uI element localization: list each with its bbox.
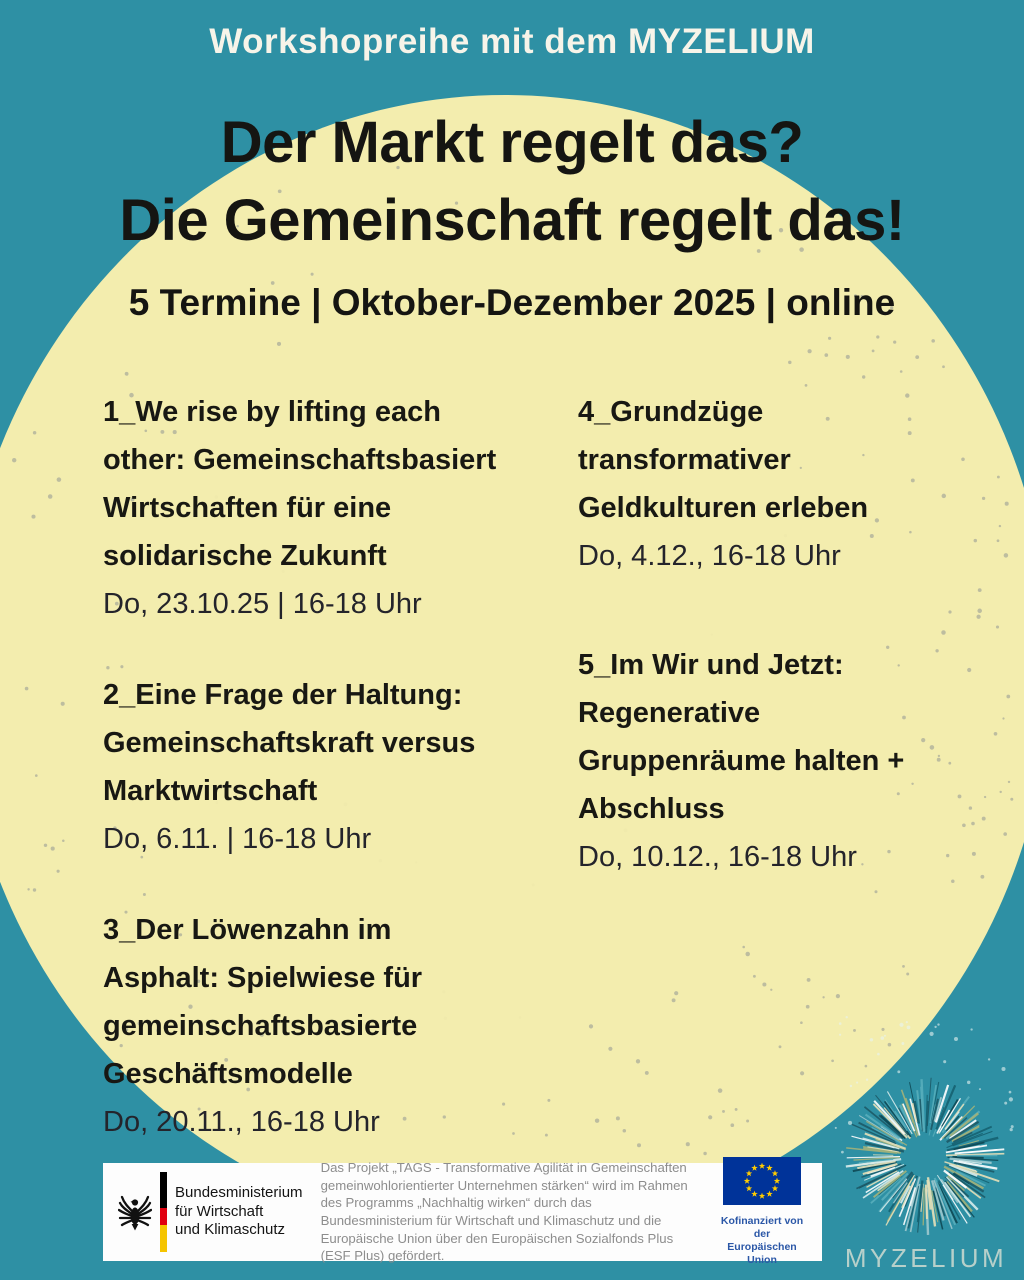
session-title: 4_Grundzüge transformativer Geldkulturen erleben: [578, 396, 869, 524]
bmwk-label: Bundesministerium für Wirtschaft und Klimaschutz: [175, 1184, 303, 1239]
column-left: [103, 388, 573, 1189]
kicker: Workshopreihe mit dem MYZELIUM: [209, 22, 815, 61]
session-date: Do, 20.11., 16-18 Uhr: [103, 1106, 380, 1138]
eu-cofunding-badge: [714, 1157, 810, 1267]
session-item-4: [578, 388, 1018, 580]
session-title: 2_Eine Frage der Haltung: Gemeinschaftskraft versus Marktwirtschaft: [103, 679, 476, 807]
bmwk-logo: [118, 1172, 303, 1252]
poster-title: [0, 104, 1024, 260]
session-item-1: [103, 388, 573, 628]
session-title: 1_We rise by lifting each other: Gemeinschaftsbasiert Wirtschaften für eine solidarische Zukunft: [103, 396, 497, 572]
session-date: Do, 10.12., 16-18 Uhr: [578, 841, 857, 873]
session-date: Do, 6.11. | 16-18 Uhr: [103, 823, 372, 855]
myzelium-logo: [830, 1056, 1022, 1274]
poster-title-line1: Der Markt regelt das?: [220, 110, 804, 175]
starburst-icon: [830, 1056, 1022, 1240]
german-flag-bar: [160, 1172, 167, 1252]
session-item-5: [578, 641, 1018, 881]
myzelium-wordmark: MYZELIUM: [844, 1243, 1008, 1273]
session-title: 3_Der Löwenzahn im Asphalt: Spielwiese für gemeinschaftsbasierte Geschäftsmodelle: [103, 914, 423, 1090]
eu-caption: Kofinanziert von der Europäischen Union: [720, 1215, 804, 1266]
column-right: [578, 388, 1018, 942]
poster-subtitle: 5 Termine | Oktober-Dezember 2025 | online: [128, 282, 896, 323]
project-funding-text: Das Projekt „TAGS - Transformative Agilität in Gemeinschaften gemeinwohlorientierter Unternehmen stärken“ wird im Rahmen des Programms „Nachhaltig wirken“ durch das Bundesministerium für Wirtschaft und Klimaschutz und die Europäische Union über den Europäischen Sozialfonds Plus (ESF Plus) gefördert.: [320, 1160, 688, 1264]
session-title: 5_Im Wir und Jetzt: Regenerative Gruppenräume halten + Abschluss: [578, 649, 905, 825]
session-date: Do, 4.12., 16-18 Uhr: [578, 540, 841, 572]
eu-flag-icon: [723, 1157, 801, 1205]
bundesadler-icon: [118, 1191, 152, 1233]
session-item-2: [103, 671, 573, 863]
funding-footer: [103, 1160, 822, 1266]
session-date: Do, 23.10.25 | 16-18 Uhr: [103, 588, 422, 620]
poster-title-line2: Die Gemeinschaft regelt das!: [119, 188, 905, 253]
session-item-3: [103, 906, 573, 1146]
